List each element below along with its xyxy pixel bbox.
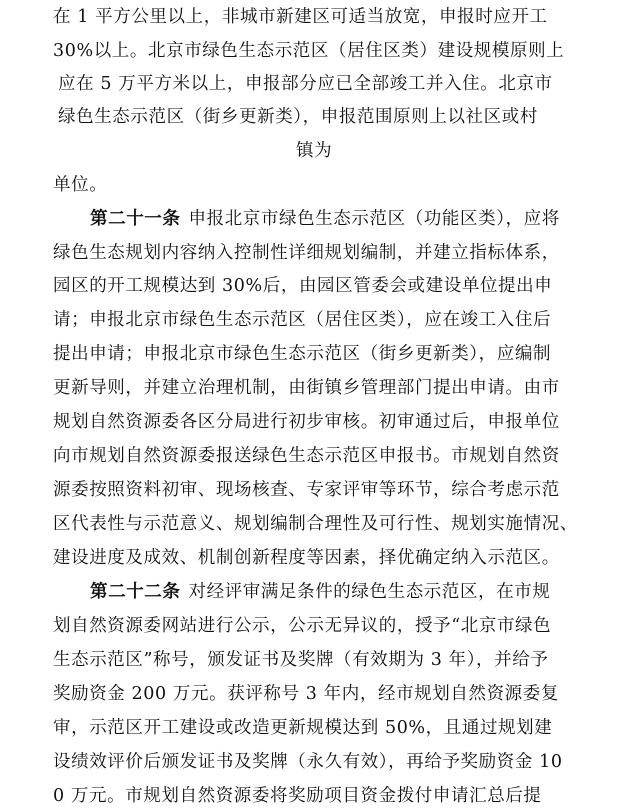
- text-line: 建设进度及成效、机制创新程度等因素，择优确定纳入示范区。: [53, 548, 560, 568]
- text-line: 0 万元。市规划自然资源委将奖励项目资金拨付申请汇总后提: [53, 786, 542, 806]
- text-line: 划自然资源委网站进行公示，公示无异议的，授予“北京市绿色: [53, 616, 552, 636]
- text-line: 请；申报北京市绿色生态示范区（居住区类），应在竣工入住后: [53, 310, 552, 330]
- text-line: 园区的开工规模达到 30%后，由园区管委会或建设单位提出申: [53, 276, 553, 296]
- text-line: 设绩效评价后颁发证书及奖牌（永久有效），再给予奖励资金 10: [53, 752, 563, 772]
- text-line: 应在 5 万平方米以上，申报部分应已全部竣工并入住。北京市: [58, 74, 553, 94]
- text-line: 审，示范区开工建设或改造更新规模达到 50%，且通过规划建: [53, 718, 553, 738]
- text-line: 绿色生态示范区（街乡更新类），申报范围原则上以社区或村: [58, 107, 538, 127]
- article-21-first-line: [90, 203, 628, 235]
- text-line: 提出申请；申报北京市绿色生态示范区（街乡更新类），应编制: [53, 344, 552, 364]
- text-line: 在 1 平方公里以上，非城市新建区可适当放宽，申报时应开工: [53, 7, 548, 27]
- text-line: 向市规划自然资源委报送绿色生态示范区申报书。市规划自然资: [53, 446, 560, 466]
- text-line: 源委按照资料初审、现场核查、专家评审等环节，综合考虑示范: [53, 480, 560, 500]
- text-line: 绿色生态规划内容纳入控制性详细规划编制，并建立指标体系，: [53, 243, 560, 263]
- article-22-text: 对经评审满足条件的绿色生态示范区，在市规: [188, 582, 551, 602]
- text-line: 镇为: [296, 141, 333, 161]
- text-line: 30%以上。北京市绿色生态示范区（居住区类）建设规模原则上: [53, 41, 565, 61]
- text-line: 单位。: [53, 175, 108, 195]
- text-line: 奖励资金 200 万元。获评称号 3 年内，经市规划自然资源委复: [53, 684, 559, 704]
- text-line: 生态示范区”称号，颁发证书及奖牌（有效期为 3 年），并给予: [53, 650, 549, 670]
- article-21-label: 第二十一条: [90, 209, 181, 229]
- text-line: 更新导则，并建立治理机制，由街镇乡管理部门提出申请。由市: [53, 378, 560, 398]
- article-22-label: 第二十二条: [90, 582, 181, 602]
- article-21-text: 申报北京市绿色生态示范区（功能区类），应将: [188, 209, 560, 229]
- text-line: 规划自然资源委各区分局进行初步审核。初审通过后，申报单位: [53, 412, 560, 432]
- article-22-first-line: [90, 576, 628, 608]
- text-line: 区代表性与示范意义、规划编制合理性及可行性、规划实施情况、: [53, 514, 578, 534]
